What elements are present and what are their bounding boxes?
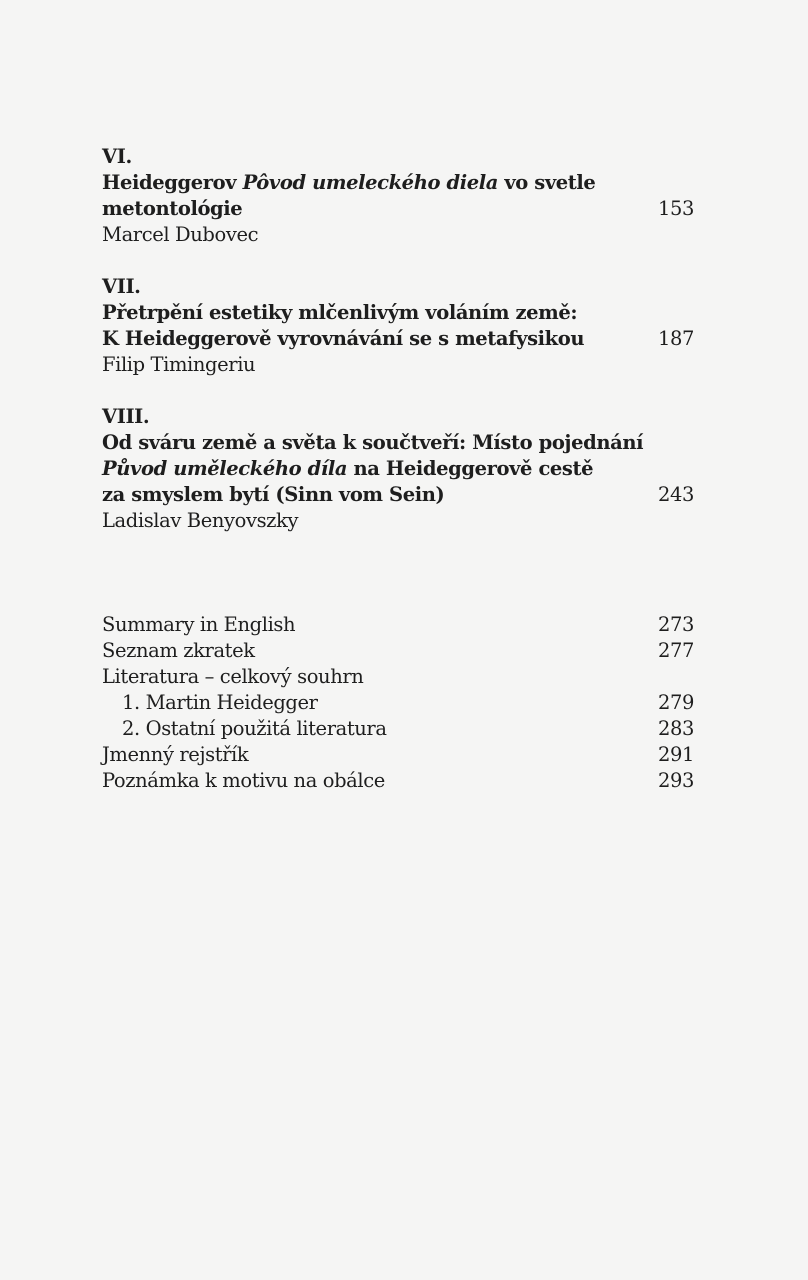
chapter-author: Filip Timingeriu <box>102 353 256 376</box>
chapter-page-number: 243 <box>657 483 694 506</box>
chapter-page-number: 153 <box>657 197 694 220</box>
toc-entry: Summary in English 273 <box>102 613 694 636</box>
toc-entry: Seznam zkratek 277 <box>102 639 694 662</box>
toc-subentry: 2. Ostatní použitá literatura 283 <box>122 717 694 740</box>
toc-page-number: 293 <box>657 769 694 792</box>
chapter-numeral: VII. <box>102 275 141 298</box>
spacer <box>102 560 694 612</box>
table-of-contents <box>102 144 694 794</box>
toc-page-number: 277 <box>657 639 694 662</box>
chapter-numeral: VIII. <box>102 405 150 428</box>
toc-entry: Poznámka k motivu na obálce 293 <box>102 769 694 792</box>
toc-entry: Jmenný rejstřík 291 <box>102 743 694 766</box>
chapter-author: Marcel Dubovec <box>102 223 259 246</box>
chapter-numeral: VI. <box>102 145 132 168</box>
toc-entry: Literatura – celkový souhrn <box>102 665 364 688</box>
chapter-title-line: Heideggerov Pôvod umeleckého diela vo svetle <box>102 171 596 194</box>
toc-subentry: 1. Martin Heidegger 279 <box>122 691 694 714</box>
toc-chapter-vi <box>102 144 694 248</box>
chapter-title-line: metontológie 153 <box>102 197 694 220</box>
toc-page-number: 283 <box>657 717 694 740</box>
chapter-author: Ladislav Benyovszky <box>102 509 299 532</box>
toc-chapter-vii <box>102 274 694 378</box>
chapter-title-line: Od sváru země a světa k součtveří: Místo pojednání <box>102 431 644 454</box>
toc-page-number: 273 <box>657 613 694 636</box>
chapter-title-line: Přetrpění estetiky mlčenlivým voláním země: <box>102 301 578 324</box>
toc-page-number: 291 <box>657 743 694 766</box>
toc-back-matter <box>102 612 694 794</box>
chapter-title-line: K Heideggerově vyrovnávání se s metafysikou 187 <box>102 327 694 350</box>
toc-page-number: 279 <box>657 691 694 714</box>
toc-chapter-viii <box>102 404 694 534</box>
chapter-title-line: za smyslem bytí (Sinn vom Sein) 243 <box>102 483 694 506</box>
chapter-title-line: Původ uměleckého díla na Heideggerově cestě <box>102 457 594 480</box>
chapter-page-number: 187 <box>657 327 694 350</box>
